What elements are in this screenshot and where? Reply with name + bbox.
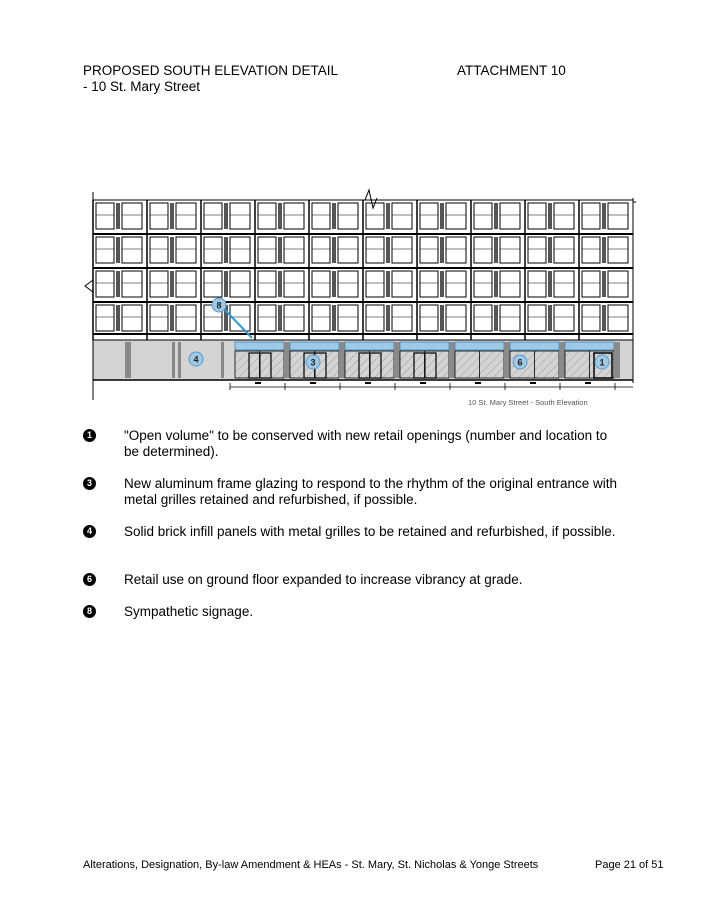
footer-page-number: Page 21 of 51 [595,859,664,871]
note-text: Sympathetic signage. [124,604,254,619]
marker-3 [306,355,320,369]
marker-1 [595,355,609,369]
note-text: Retail use on ground floor expanded to increase vibrancy at grade. [124,572,523,587]
note-number-badge: 6 [83,573,96,586]
svg-text:3: 3 [310,357,316,368]
document-title: PROPOSED SOUTH ELEVATION DETAIL [83,63,339,78]
note-number-badge: 3 [83,477,96,490]
svg-text:6: 6 [517,357,523,368]
footer-document-name: Alterations, Designation, By-law Amendment & HEAs - St. Mary, St. Nicholas & Yonge Streets [83,859,539,871]
svg-text:8: 8 [216,300,222,311]
document-subtitle: - 10 St. Mary Street [83,79,201,94]
note-text: Solid brick infill panels with metal grilles to be retained and refurbished, if possible. [124,524,616,539]
note-number-badge: 4 [83,525,96,538]
note-text: New aluminum frame glazing to respond to the rhythm of the original entrance with metal grilles retained and refurbished, if possible. [124,476,618,507]
marker-8 [212,298,226,312]
marker-4 [189,352,203,366]
attachment-label: ATTACHMENT 10 [457,63,566,78]
note-text: "Open volume" to be conserved with new retail openings (number and location to be determined). [124,428,608,459]
marker-6 [513,355,527,369]
note-number-badge: 1 [83,429,96,442]
drawing-caption: 10 St. Mary Street - South Elevation [468,398,588,407]
note-number-badge: 8 [83,605,96,618]
svg-text:1: 1 [599,357,605,368]
svg-text:4: 4 [193,354,199,365]
south-elevation-drawing [80,188,640,413]
